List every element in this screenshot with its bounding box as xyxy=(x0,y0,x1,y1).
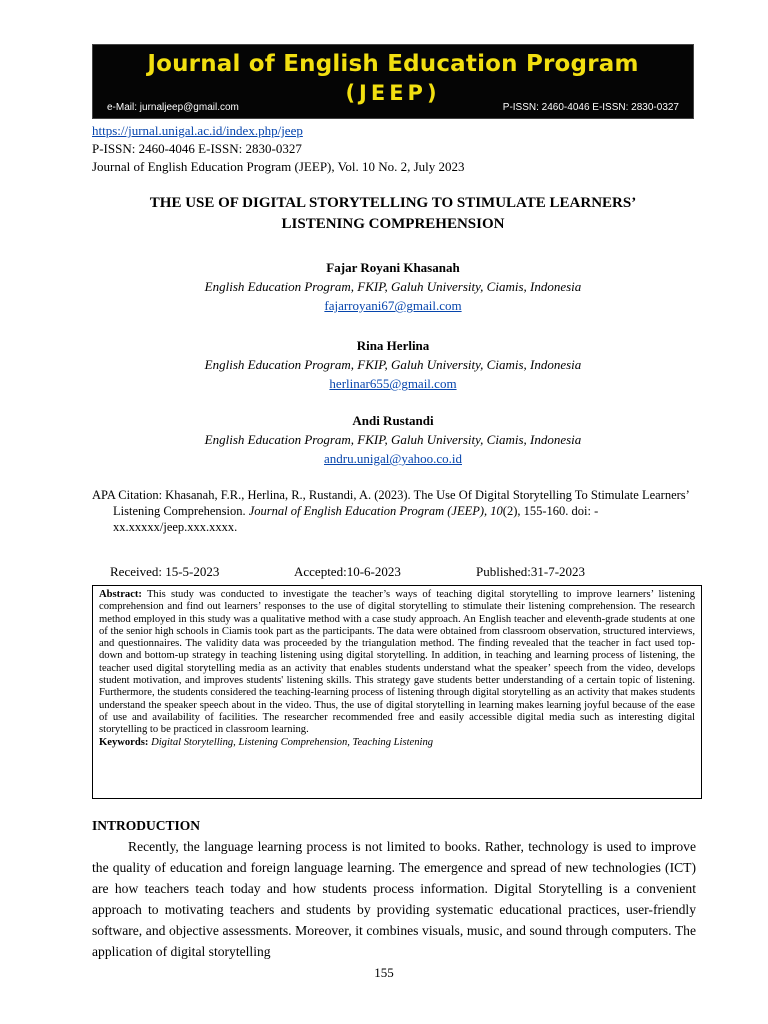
keywords-list: Digital Storytelling, Listening Comprehension, Teaching Listening xyxy=(148,736,434,748)
author-2 xyxy=(92,336,694,393)
author-affiliation: English Education Program, FKIP, Galuh University, Ciamis, Indonesia xyxy=(204,357,582,372)
author-email-link[interactable]: andru.unigal@yahoo.co.id xyxy=(324,451,462,466)
abstract-text xyxy=(99,589,695,737)
banner-title: Journal of English Education Program xyxy=(147,51,639,77)
apa-citation xyxy=(92,487,694,535)
received-date: Received: 15-5-2023 xyxy=(110,564,220,579)
introduction-paragraph: Recently, the language learning process is not limited to books. Rather, technology is used to improve the quality of education and foreign language learning. The emergence and spread of new technologies (ICT) are how teachers teach today and how students process information. Digital Storytelling is a convenient approach to motivating teachers and students by providing systematic educational practices, user-friendly software, and objective assessments. Moreover, it combines visuals, music, and sound through computers. The application of digital storytelling xyxy=(92,839,696,959)
banner-subtitle: (JEEP) xyxy=(345,81,441,105)
author-name: Andi Rustandi xyxy=(352,413,434,428)
page-number: 155 xyxy=(374,965,394,980)
journal-url-link[interactable]: https://jurnal.unigal.ac.id/index.php/jeep xyxy=(92,123,303,138)
author-email-link[interactable]: herlinar655@gmail.com xyxy=(329,376,457,391)
journal-meta xyxy=(92,122,465,176)
banner-email: e-Mail: jurnaljeep@gmail.com xyxy=(107,102,239,113)
paper-title-line-1: THE USE OF DIGITAL STORYTELLING TO STIMULATE LEARNERS’ xyxy=(149,195,637,211)
author-affiliation: English Education Program, FKIP, Galuh University, Ciamis, Indonesia xyxy=(204,279,582,294)
accepted-date: Accepted:10-6-2023 xyxy=(294,564,401,579)
citation-journal: Journal of English Education Program (JEEP), 10 xyxy=(248,504,503,518)
introduction-heading: INTRODUCTION xyxy=(92,818,201,833)
keywords xyxy=(99,737,695,749)
citation-prefix: APA Citation: Khasanah, F.R., Herlina, R., Rustandi, A. (2023). The Use Of Digital Storytelling To Stimulate Learners’ Listening Comprehension. xyxy=(92,488,689,518)
author-name: Fajar Royani Khasanah xyxy=(326,260,460,275)
issn-line: P-ISSN: 2460-4046 E-ISSN: 2830-0327 xyxy=(92,141,302,156)
published-date: Published:31-7-2023 xyxy=(476,564,586,579)
abstract-box xyxy=(92,585,702,799)
abstract-label: Abstract: xyxy=(99,589,142,600)
journal-banner xyxy=(92,44,694,119)
abstract-body: This study was conducted to investigate the teacher’s ways of teaching digital storytelling to improve learners’ listening comprehension and find out learners’ responses to the use of digital storytelling to stimulate their listening comprehension. The research method employed in this study was a qualitative method with a case study approach. An English teacher and eleventh-grade students at one of the senior high schools in Ciamis took part as the participants. The data were obtained from classroom observation, structured interviews, and questionnaires. The validity data was proceeded by the triangulation method. The finding revealed that the teacher in fact used top-down and bottom-up strategy in teaching listening using digital storytelling. In addition, in teaching and learning process of listening, the teacher used digital storytelling media as an activity that enables students understand what the speaker’ speech from the video, develops student motivation, and improves students' listening skills. This strategy gave students better understanding of a certain topic of listening. Furthermore, the students considered the teaching-learning process of listening through digital storytelling as an activity that makes students understand the speaker speech about in the video. Thus, the use of digital storytelling in learning makes learning joyful because of the ease of use and availability of facilities. The researcher recommended free and easily accessible digital media such as interesting digital storytelling to be practiced in classroom learning. xyxy=(99,589,695,736)
citation-issue: (2), 155-160. doi: -xx.xxxxx/jeep.xxx.xxxx. xyxy=(113,504,599,534)
author-3 xyxy=(92,411,694,468)
introduction-body xyxy=(92,836,696,962)
author-affiliation: English Education Program, FKIP, Galuh University, Ciamis, Indonesia xyxy=(204,432,582,447)
keywords-label: Keywords: xyxy=(99,736,149,748)
author-name: Rina Herlina xyxy=(356,338,430,353)
paper-title xyxy=(92,193,694,235)
paper-title-line-2: LISTENING COMPREHENSION xyxy=(281,216,505,232)
author-email-link[interactable]: fajarroyani67@gmail.com xyxy=(324,298,462,313)
author-1 xyxy=(92,258,694,315)
journal-volume-line: Journal of English Education Program (JEEP), Vol. 10 No. 2, July 2023 xyxy=(92,159,465,174)
banner-issn: P-ISSN: 2460-4046 E-ISSN: 2830-0327 xyxy=(502,102,679,113)
